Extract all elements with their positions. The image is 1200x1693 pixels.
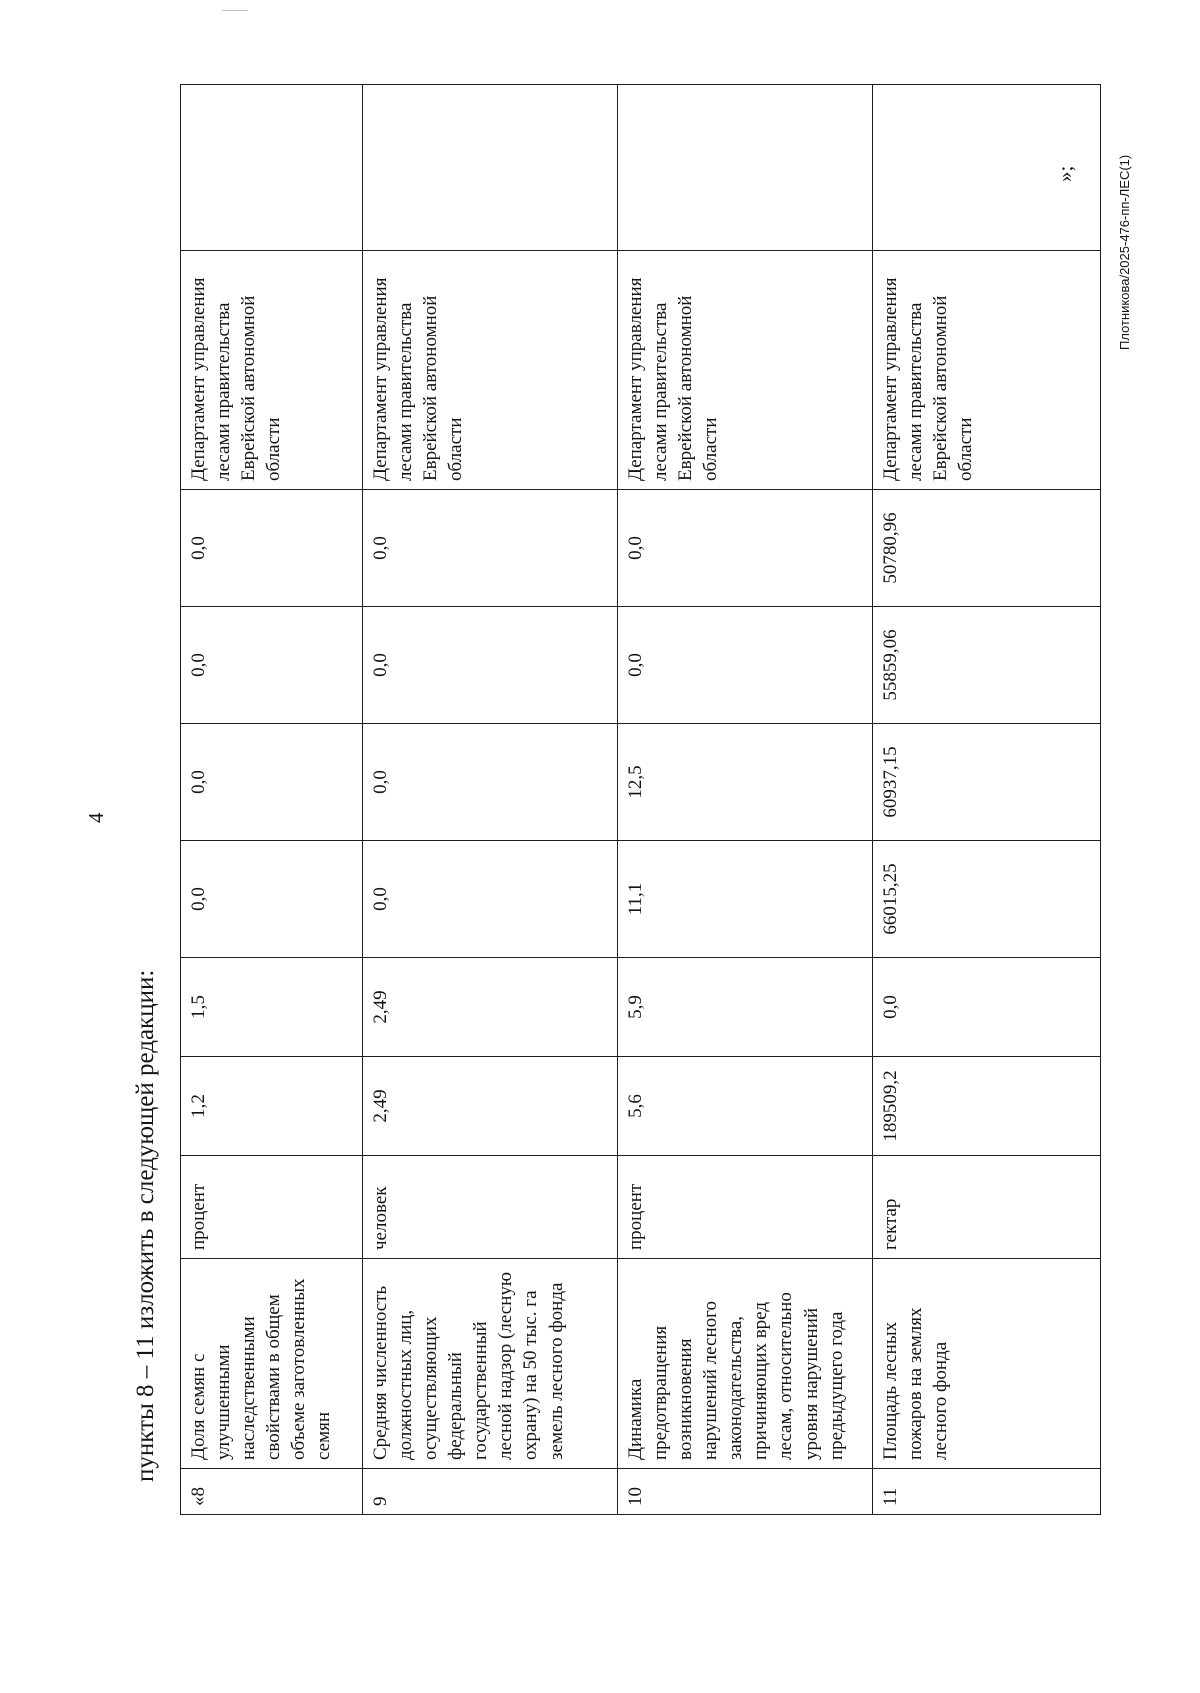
indicator-value: 1,2: [181, 1057, 363, 1156]
closing-quote: »;: [1053, 165, 1077, 182]
responsible-executor: Департамент управления лесами правительства Еврейской автономной области: [873, 251, 1101, 490]
indicator-value: 5,6: [618, 1057, 873, 1156]
row-number: «8: [181, 1469, 363, 1515]
indicator-value: 189509,2: [873, 1057, 1101, 1156]
indicator-value: 60937,15: [873, 724, 1101, 841]
row-number: 9: [363, 1469, 618, 1515]
table-row: [873, 85, 1101, 1515]
indicator-value: 0,0: [363, 490, 618, 607]
unit-of-measure: гектар: [873, 1156, 1101, 1259]
row-number: 11: [873, 1469, 1101, 1515]
indicator-value: 0,0: [363, 607, 618, 724]
indicator-value: 11,1: [618, 841, 873, 958]
table-row: [618, 85, 873, 1515]
page-number: 4: [84, 812, 108, 823]
indicator-value: 0,0: [618, 607, 873, 724]
document-code: Плотникова/2025-476-пп-ЛЕС(1): [1117, 154, 1132, 350]
unit-of-measure: процент: [618, 1156, 873, 1259]
indicator-name: Доля семян с улучшенными наследственными свойствами в общем объеме заготовленных семян: [181, 1259, 363, 1469]
note-cell: [181, 85, 363, 251]
indicator-value: 0,0: [363, 841, 618, 958]
note-cell: [618, 85, 873, 251]
row-number: 10: [618, 1469, 873, 1515]
indicator-value: 50780,96: [873, 490, 1101, 607]
indicator-value: 0,0: [873, 958, 1101, 1057]
indicator-value: 0,0: [363, 724, 618, 841]
indicator-value: 0,0: [181, 841, 363, 958]
indicators-table: [180, 84, 1101, 1515]
indicator-value: 0,0: [181, 490, 363, 607]
indicator-value: 55859,06: [873, 607, 1101, 724]
indicator-value: 12,5: [618, 724, 873, 841]
indicator-value: 0,0: [181, 724, 363, 841]
scan-artifact-line: [222, 10, 248, 11]
intro-sentence: пункты 8 – 11 изложить в следующей редакции:: [132, 969, 159, 1482]
responsible-executor: Департамент управления лесами правительства Еврейской автономной области: [618, 251, 873, 490]
table-row: [363, 85, 618, 1515]
indicator-name: Средняя численность должностных лиц, осуществляющих федеральный государственный лесной надзор (лесную охрану) на 50 тыс. га земель лесного фонда: [363, 1259, 618, 1469]
indicators-table-wrapper: [180, 85, 1100, 1515]
unit-of-measure: процент: [181, 1156, 363, 1259]
note-cell: [363, 85, 618, 251]
indicator-value: 5,9: [618, 958, 873, 1057]
indicator-value: 2,49: [363, 958, 618, 1057]
indicator-value: 0,0: [181, 607, 363, 724]
table-row: [181, 85, 363, 1515]
indicator-value: 2,49: [363, 1057, 618, 1156]
unit-of-measure: человек: [363, 1156, 618, 1259]
indicator-value: 1,5: [181, 958, 363, 1057]
responsible-executor: Департамент управления лесами правительства Еврейской автономной области: [181, 251, 363, 490]
indicator-name: Динамика предотвращения возникновения нарушений лесного законодательства, причиняющих вред лесам, относительно уровня нарушений предыдущего года: [618, 1259, 873, 1469]
responsible-executor: Департамент управления лесами правительства Еврейской автономной области: [363, 251, 618, 490]
indicator-value: 0,0: [618, 490, 873, 607]
indicator-value: 66015,25: [873, 841, 1101, 958]
indicator-name: Площадь лесных пожаров на землях лесного фонда: [873, 1259, 1101, 1469]
